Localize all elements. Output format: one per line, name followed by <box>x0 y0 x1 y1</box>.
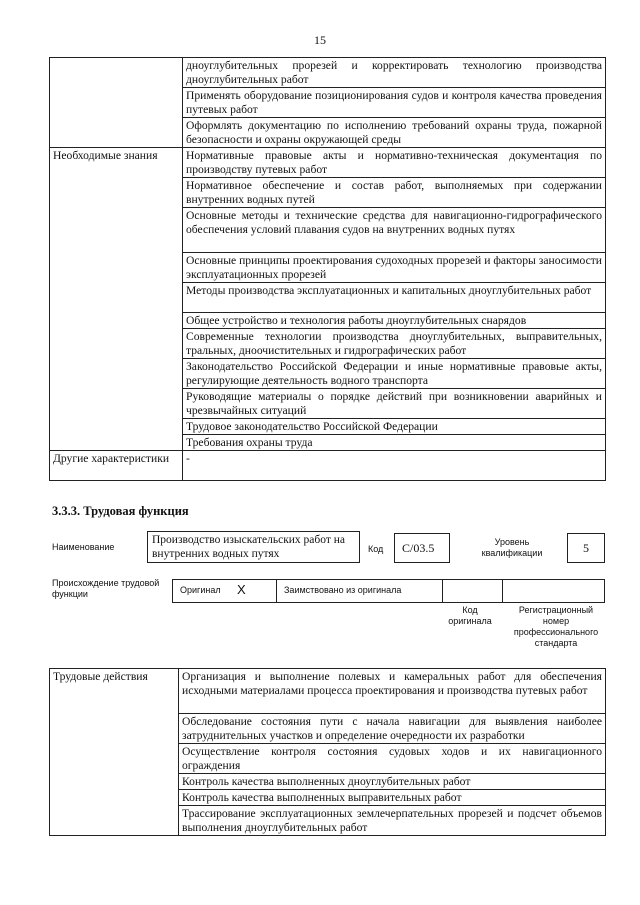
function-name-value: Производство изыскательских работ на внутренних водных путях <box>147 531 360 563</box>
table-cell: Современные технологии производства дноуглубительных, выправительных, тральных, дноочистительных и гидрографических работ <box>183 329 606 359</box>
original-label: Оригинал <box>180 585 221 595</box>
function-code-value: С/03.5 <box>394 533 450 563</box>
section-heading: 3.3.3. Трудовая функция <box>52 504 189 518</box>
qualification-level-value: 5 <box>567 533 605 563</box>
table-cell: дноуглубительных прорезей и корректировать технологию производства дноуглубительных работ <box>183 58 606 88</box>
table-cell: Нормативные правовые акты и нормативно-техническая документация по производству путевых работ <box>183 148 606 178</box>
table-cell: Трудовое законодательство Российской Федерации <box>183 419 606 435</box>
other-characteristics-label: Другие характеристики <box>50 451 183 481</box>
page-number: 15 <box>314 33 326 47</box>
table-cell: Организация и выполнение полевых и камеральных работ для обеспечения исходными материалами процесса проектирования и производства путевых работ <box>179 669 606 714</box>
table-cell: - <box>183 451 606 481</box>
table-cell: Методы производства эксплуатационных и капитальных дноуглубительных работ <box>183 283 606 313</box>
table-cell: Основные принципы проектирования судоходных прорезей и факторы заносимости эксплуатационных прорезей <box>183 253 606 283</box>
code-original-label: Код оригинала <box>448 605 492 626</box>
table-cell: Применять оборудование позиционирования судов и контроля качества проведения путевых работ <box>183 88 606 118</box>
table-cell: Осуществление контроля состояния судовых ходов и их навигационного ограждения <box>179 744 606 774</box>
table-cell: Контроль качества выполненных дноуглубительных работ <box>179 774 606 790</box>
borrowed-label: Заимствовано из оригинала <box>284 585 402 595</box>
table-cell: Нормативное обеспечение и состав работ, выполняемых при содержании внутренних водных путей <box>183 178 606 208</box>
table-cell: Контроль качества выполненных выправительных работ <box>179 790 606 806</box>
table-cell: Основные методы и технические средства для навигационно-гидрографического обеспечения условий плавания судов на внутренних водных путях <box>183 208 606 253</box>
labor-actions-label: Трудовые действия <box>50 669 179 836</box>
original-mark: X <box>237 582 246 597</box>
origin-label: Происхождение трудовой функции <box>52 578 160 599</box>
name-label: Наименование <box>52 542 115 552</box>
table-cell: Общее устройство и технология работы дноуглубительных снарядов <box>183 313 606 329</box>
required-knowledge-label: Необходимые знания <box>50 148 183 451</box>
table-cell: Обследование состояния пути с начала навигации для выявления наиболее затруднительных участков и определение очередности их разработки <box>179 714 606 744</box>
table-cell: Законодательство Российской Федерации и иные нормативные правовые акты, регулирующие деятельность водного транспорта <box>183 359 606 389</box>
labor-actions-table <box>49 668 606 836</box>
table-cell: Руководящие материалы о порядке действий при возникновении аварийных и чрезвычайных ситуаций <box>183 389 606 419</box>
continued-label-cell <box>50 58 183 148</box>
table-cell: Оформлять документацию по исполнению требований охраны труда, пожарной безопасности и охраны окружающей среды <box>183 118 606 148</box>
table-cell: Трассирование эксплуатационных землечерпательных прорезей и подсчет объемов выполнения дноуглубительных работ <box>179 806 606 836</box>
code-label: Код <box>368 544 384 554</box>
registration-number-label: Регистрационный номер профессионального стандарта <box>513 605 599 648</box>
qualification-level-label: Уровень квалификации <box>481 537 543 558</box>
knowledge-table <box>49 57 606 481</box>
table-cell: Требования охраны труда <box>183 435 606 451</box>
